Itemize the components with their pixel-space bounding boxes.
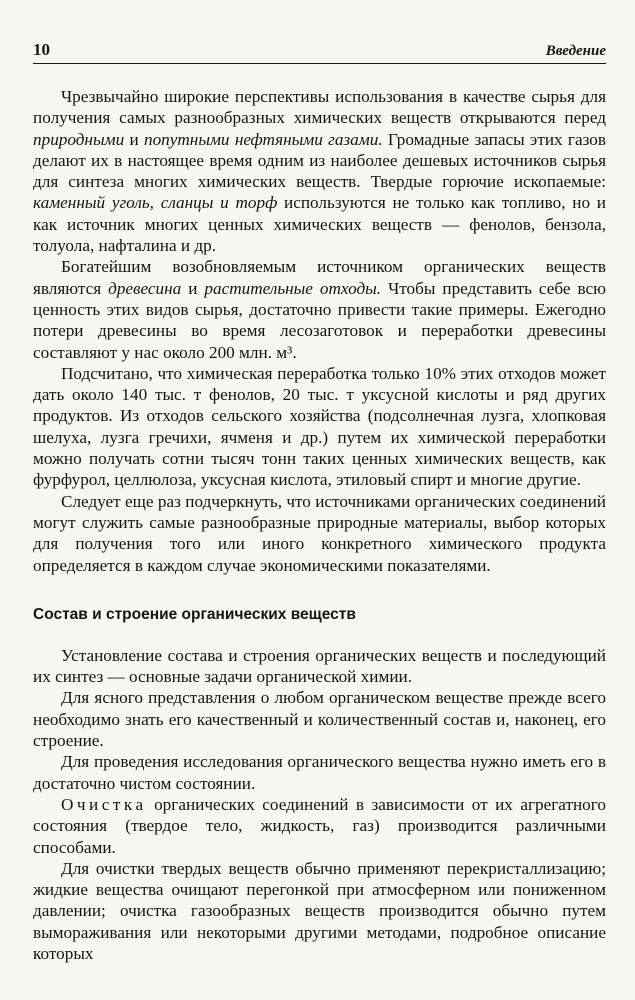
italic-term: каменный уголь, сланцы и торф	[33, 193, 278, 213]
text-run: Подсчитано, что химическая переработка только 10% этих отходов может дать около 140 тыс. т фенолов, 20 тыс. т уксусной кислоты и ряд других продуктов. Из отходов сельского хозяйства (подсолнечная лузга, хлопковая шелуха, лузга гречихи, ячменя и др.) путем их химической переработки можно получать сотни тысяч тонн таких ценных химических веществ, как фурфурол, целлюлоза, уксусная кислота, этиловый спирт и многие другие.	[33, 363, 606, 490]
text-run: Для ясного представления о любом органическом веществе прежде всего необходимо знать его качественный и количественный состав и, наконец, его строение.	[33, 688, 606, 751]
spaced-term: Очистка	[61, 794, 147, 814]
intro-text	[33, 86, 606, 576]
text-run: Для очистки твердых веществ обычно применяют перекристаллизацию; жидкие вещества очищают перегонкой при атмосферном или пониженном давлении; очистка газообразных веществ производится обычно путем вымораживания или некоторыми другими методами, подробное описание которых	[33, 858, 606, 963]
text-run: Громадные запасы этих газов делают их в настоящее время одним из наиболее дешевых источников сырья для синтеза многих химических веществ. Твердые горючие ископаемые:	[33, 129, 606, 192]
paragraph	[33, 687, 606, 751]
italic-term: природными	[33, 129, 125, 149]
text-run: Чрезвычайно широкие перспективы использования в качестве сырья для получения самых разнообразных химических веществ открываются перед	[33, 87, 606, 128]
text-run: Для проведения исследования органического вещества нужно иметь его в достаточно чистом состоянии.	[33, 752, 606, 793]
text-run: Богатейшим возобновляемым источником органических веществ являются	[33, 257, 606, 298]
italic-term: древесина	[108, 278, 182, 298]
text-run: используются не только как топливо, но и как источник многих ценных химических веществ — фенолов, бензола, толуола, нафталина и др.	[33, 193, 606, 256]
text-run: органических соединений в зависимости от их агрегатного состояния (твердое тело, жидкость, газ) производится различными способами.	[33, 794, 606, 857]
section-body	[33, 645, 606, 964]
italic-term: попутными нефтяными газами.	[143, 129, 383, 149]
paragraph	[33, 645, 606, 688]
paragraph	[33, 751, 606, 794]
section-heading: Состав и строение органических веществ	[33, 605, 356, 623]
text-run: Чтобы представить себе всю ценность этих видов сырья, достаточно привести такие примеры. Ежегодно потери древесины во время лесозаготовок и переработки древесины составляют у нас около 200 млн. м³.	[33, 278, 606, 362]
paragraph	[33, 794, 606, 858]
paragraph	[33, 256, 606, 362]
text-run: и	[181, 278, 205, 298]
paragraph	[33, 491, 606, 576]
page-number: 10	[33, 40, 50, 59]
text-run: Следует еще раз подчеркнуть, что источниками органических соединений могут служить самые разнообразные природные материалы, выбор которых для получения того или иного конкретного химического продукта определяется в каждом случае экономическими показателями.	[33, 491, 606, 575]
page-header	[33, 40, 606, 64]
running-title: Введение	[545, 43, 606, 59]
paragraph	[33, 858, 606, 964]
text-run: и	[124, 129, 144, 149]
paragraph	[33, 86, 606, 256]
text-run: Установление состава и строения органических веществ и последующий их синтез — основные задачи органической химии.	[33, 645, 606, 687]
paragraph	[33, 363, 606, 491]
italic-term: растительные отходы.	[204, 278, 382, 298]
